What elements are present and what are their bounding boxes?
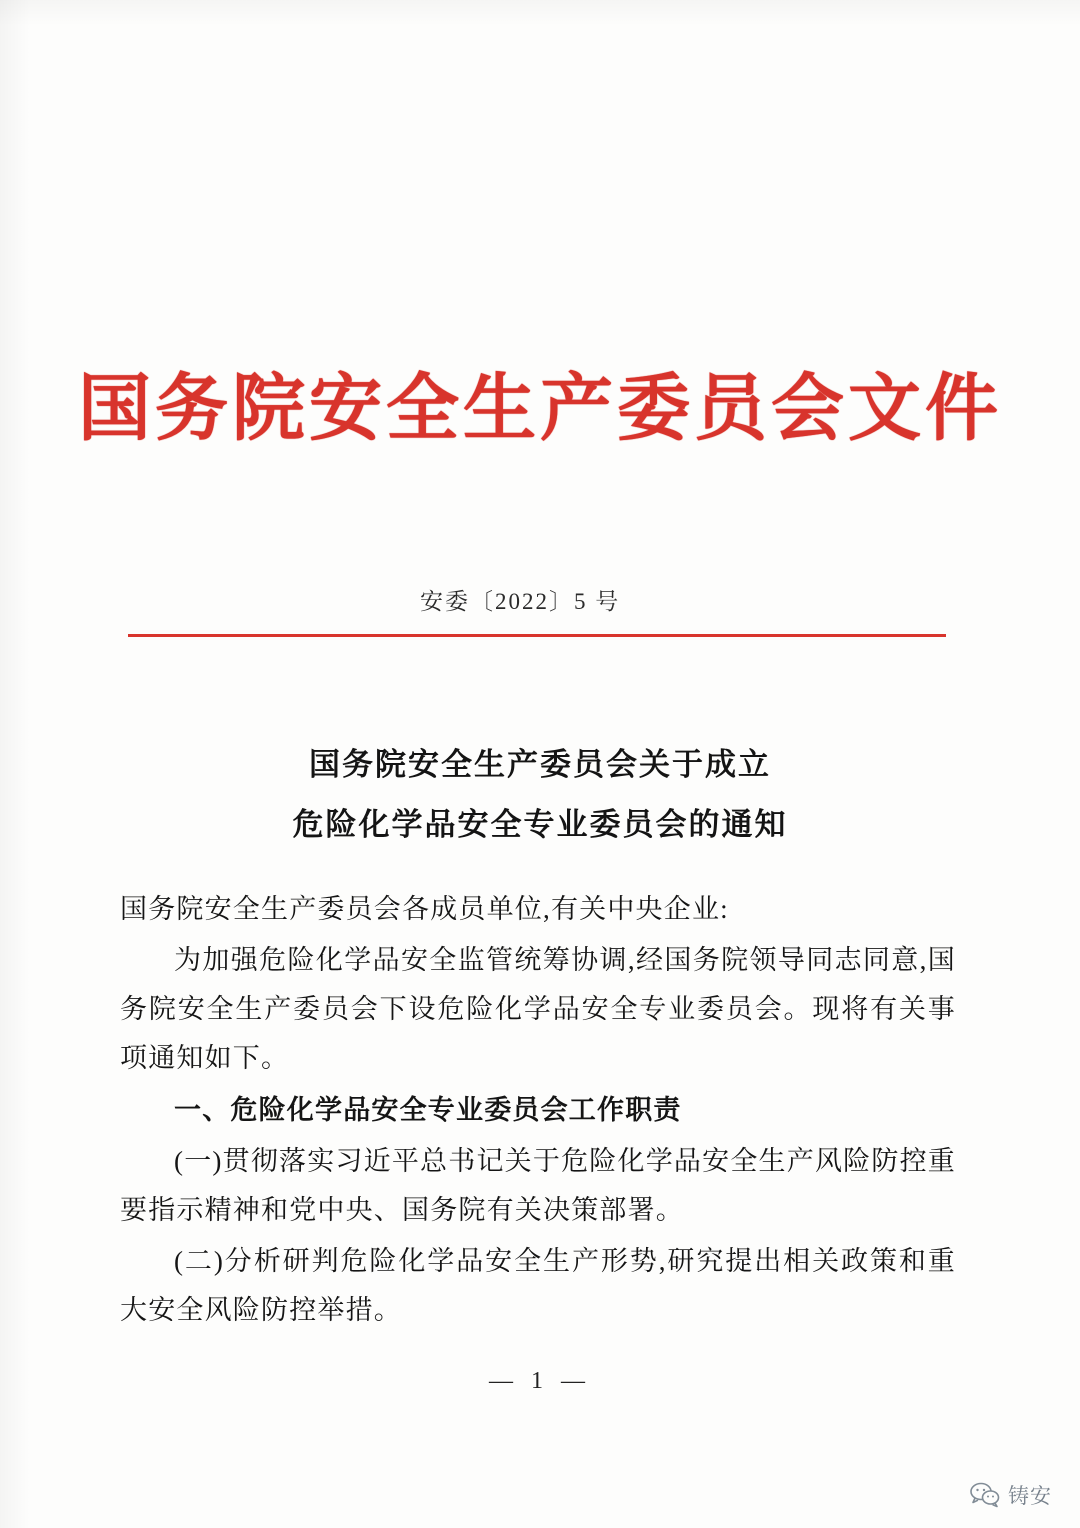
masthead-title: 国务院安全生产委员会文件 — [78, 368, 1002, 449]
watermark-label: 铸安 — [1008, 1485, 1052, 1508]
document-body — [120, 885, 956, 1337]
list-item-2: (二)分析研判危险化学品安全生产形势,研究提出相关政策和重大安全风险防控举措。 — [120, 1245, 956, 1325]
section-heading-1: 一、危险化学品安全专业委员会工作职责 — [174, 1094, 682, 1125]
salutation: 国务院安全生产委员会各成员单位,有关中央企业: — [120, 894, 729, 924]
wechat-icon — [970, 1482, 1000, 1508]
watermark-badge — [970, 1480, 1052, 1510]
page-title-line-2: 危险化学品安全专业委员会的通知 — [292, 807, 788, 843]
page-title — [0, 735, 1080, 856]
page-title-line-1: 国务院安全生产委员会关于成立 — [309, 747, 771, 782]
list-item-1: (一)贯彻落实习近平总书记关于危险化学品安全生产风险防控重要指示精神和党中央、国务院有关决策部署。 — [120, 1145, 956, 1225]
red-separator-rule — [128, 634, 946, 637]
body-paragraph-1: 为加强危险化学品安全监管统筹协调,经国务院领导同志同意,国务院安全生产委员会下设危险化学品安全专业委员会。现将有关事项通知如下。 — [120, 945, 956, 1074]
page-number: — 1 — — [489, 1368, 591, 1394]
masthead — [0, 368, 1080, 450]
page-edge-shadow-top — [0, 0, 1080, 26]
document-number: 安委〔2022〕5 号 — [420, 589, 621, 614]
